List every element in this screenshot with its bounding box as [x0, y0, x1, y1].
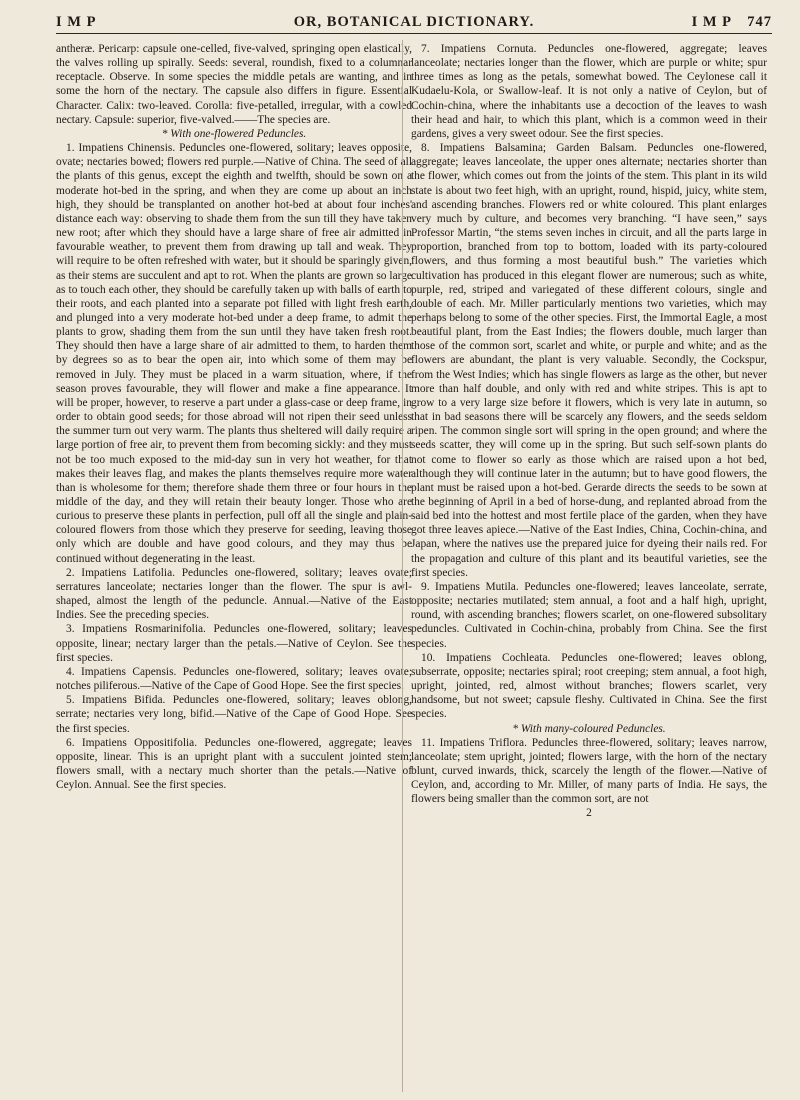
header-title: OR, BOTANICAL DICTIONARY.	[293, 14, 535, 30]
right-column-paragraph: 10. Impatiens Cochleata. Peduncles one-flowered; leaves oblong, subserrate, opposite; nectaries spiral; root creeping; stem annual, a foot high, upright, jointed, red, almost without branches; flowers scarlet, very handsome, but not sweet; capsule fleshy. Cultivated in China. See the first species.	[411, 651, 767, 721]
left-column-paragraph: 6. Impatiens Oppositifolia. Peduncles one-flowered, aggregate; leaves opposite, linear. This is an upright plant with a succulent jointed stem; flowers small, with a nectary much shorter than the petals.—Native of Ceylon. Annual. See the first species.	[56, 736, 412, 792]
column-divider	[402, 40, 403, 1092]
signature-mark: 2	[586, 807, 592, 820]
header-right-catchword: I M P	[691, 14, 732, 30]
left-column-paragraph: 3. Impatiens Rosmarinifolia. Peduncles one-flowered, solitary; leaves opposite, linear; nectary larger than the petals.—Native of Ceylon. See the first species.	[56, 623, 412, 664]
page-number: 747	[747, 14, 772, 30]
section-subheading: * With one-flowered Peduncles.	[161, 127, 307, 140]
right-column-paragraph: 9. Impatiens Mutila. Peduncles one-flowered; leaves lanceolate, serrate, opposite; nectaries mutilated; stem annual, a foot and a half high, upright, round, with ascending branches; flowers scarlet, on one-flowered subsolitary peduncles. Cultivated in Cochin-china, probably from China. See the first species.	[411, 580, 767, 650]
header-left-catchword: I M P	[56, 14, 97, 30]
left-column-paragraph: antheræ. Pericarp: capsule one-celled, five-valved, springing open elastically, the valves rolling up spirally. Seeds: several, roundish, fixed to a columnar receptacle. Observe. In some species the middle petals are wanting, and in some the horn of the nectary. The capsule also differs in figure. Essential Character. Calix: two-leaved. Corolla: five-petalled, irregular, with a cowled nectary. Capsule: superior, five-valved.——The species are.	[56, 43, 412, 126]
right-column-paragraph: 11. Impatiens Triflora. Peduncles three-flowered, solitary; leaves narrow, lanceolate; stem upright, jointed; flowers large, with the horn of the nectary blunt, curved inwards, thick, scarcely the length of the flower.—Native of Ceylon, and, according to Mr. Miller, of many parts of India. He says, the flowers being smaller than the common sort, are not	[411, 736, 767, 806]
right-column	[411, 42, 767, 821]
header-rule	[56, 33, 772, 34]
left-column-paragraph: 1. Impatiens Chinensis. Peduncles one-flowered, solitary; leaves opposite, ovate; nectaries bowed; flowers red purple.—Native of China. The seed of all the plants of this genus, except the eighth and twelfth, should be sown on a moderate hot-bed in the spring, and when they are come up about an inch high, they should be transplanted on another hot-bed at about four inches' distance each way: observing to shade them from the sun till they have taken new root; after which they should have a large share of free air admitted in favourable weather, to prevent them from drawing up tall and weak. They will require to be often refreshed with water, but it should be sparingly given, as their stems are succulent and apt to rot. When the plants are grown so large as to touch each other, they should be carefully taken up with balls of earth to their roots, and each planted into a separate pot filled with light fresh earth, and plunged into a very moderate hot-bed under a deep frame, to admit the plants to grow, shading them from the sun until they have taken fresh root. They should then have a large share of air admitted to them, to harden them by degrees so as to bear the open air, into which some of them may be removed in July. They must be placed in a warm situation, where, if the season proves favourable, they will flower and make a fine appearance. It will be proper, however, to reserve a part under a glass-case or deep frame, in order to obtain good seeds; for those abroad will not ripen their seed unless the summer turn out very warm. The plants thus sheltered will daily require a large portion of free air, to prevent them from becoming sickly: and they must not be too much exposed to the mid-day sun in very hot weather, for that makes their leaves flag, and makes the plants themselves require more water than is wholesome for them; therefore shade them three or four hours in the middle of the day, and they will retain their beauty longer. Those who are curious to preserve these plants in perfection, pull off all the single and plain-coloured flowers from those which they preserve for seeding, leaving those only which are double and have good colours, and they may thus be continued without degenerating in the least.	[56, 142, 412, 565]
left-column	[56, 42, 412, 792]
section-subheading: * With many-coloured Peduncles.	[512, 722, 666, 735]
right-column-paragraph: 7. Impatiens Cornuta. Peduncles one-flowered, aggregate; leaves lanceolate; nectaries longer than the flower, which are purple or white; spur three times as long as the petals, somewhat bowed. The Ceylonese call it Kudaelu-Kola, or Swallow-leaf. It is not only a native of Ceylon, but of Cochin-china, where the inhabitants use a decoction of the leaves to wash their head and hair, to which this plant, which is a common weed in their gardens, gives a very sweet odour. See the first species.	[411, 43, 767, 140]
left-column-paragraph: 4. Impatiens Capensis. Peduncles one-flowered, solitary; leaves ovate; notches piliferous.—Native of the Cape of Good Hope. See the first species.	[56, 665, 412, 693]
left-column-paragraph: 2. Impatiens Latifolia. Peduncles one-flowered, solitary; leaves ovate; serratures lanceolate; nectaries longer than the flower. The spur is awl-shaped, almost the length of the peduncle. Annual.—Native of the East Indies. See the preceding species.	[56, 566, 412, 622]
left-column-paragraph: 5. Impatiens Bifida. Peduncles one-flowered, solitary; leaves oblong, serrate; nectaries very long, bifid.—Native of the Cape of Good Hope. See the first species.	[56, 694, 412, 735]
right-column-paragraph: 8. Impatiens Balsamina; Garden Balsam. Peduncles one-flowered, aggregate; leaves lanceolate, the upper ones alternate; nectaries shorter than the flower, which comes out from the joints of the stem. This plant in its wild state is about two feet high, with an upright, round, hispid, juicy, white stem, and ascending branches. Flowers red or white coloured. This plant enlarges very much by culture, and becomes very branching. “I have seen,” says Professor Martin, “the stems seven inches in circuit, and all the parts large in proportion, branched from top to bottom, loaded with its party-coloured flowers, and thus forming a most beautiful bush.” The varieties which cultivation has produced in this elegant flower are numerous; such as white, purple, red, striped and variegated of these different colours, single and double of each. Mr. Miller particularly mentions two varieties, which may perhaps belong to some of the other species. First, the Immortal Eagle, a most beautiful plant, from the East Indies; the flowers double, much larger than those of the common sort, scarlet and white, or purple and white; and as the flowers are abundant, the plant is very valuable. Secondly, the Cockspur, from the West Indies; which has single flowers as large as the other, but never more than half double, and only with red and white stripes. This is apt to grow to a very large size before it flowers, which is very late in autumn, so that in bad seasons there will be scarcely any flowers, and the seeds seldom ripen. The common single sort will spring in the open ground; and where the seeds scatter, they will come up in the spring. But such self-sown plants do not come to flower so early as those which are raised upon a hot bed, although they will continue later in the autumn; but to have good flowers, the plant must be raised upon a hot-bed. Gerarde directs the seeds to be sown at the beginning of April in a bed of horse-dung, and replanted abroad from the said bed into the hottest and most fertile place of the garden, when they have got three leaves apiece.—Native of the East Indies, China, Cochin-china, and Japan, where the natives use the prepared juice for dyeing their nails red. For the propagation and culture of this plant and its beautiful varieties, see the first species.	[411, 142, 767, 579]
